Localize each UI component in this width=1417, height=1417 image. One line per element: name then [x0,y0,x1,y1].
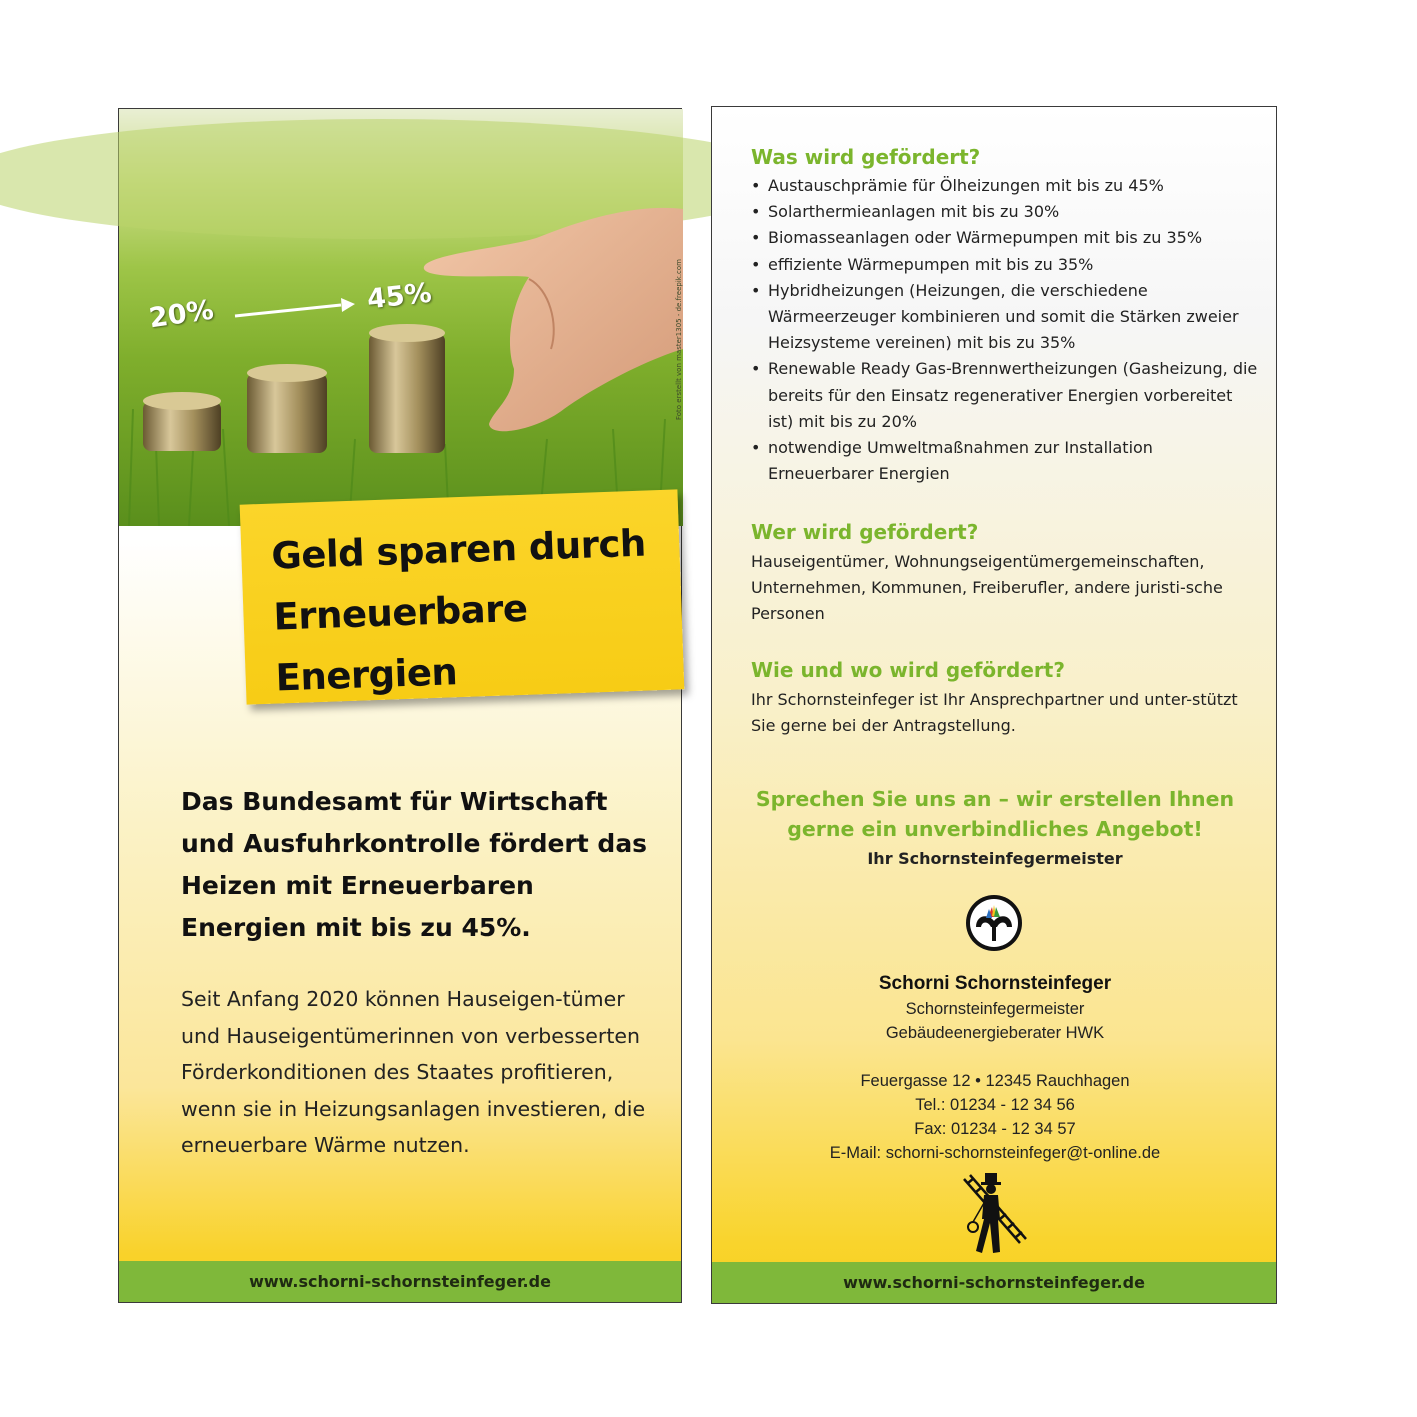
headline-line-1: Geld sparen durch [270,521,647,578]
lead-paragraph: Das Bundesamt für Wirtschaft und Ausfuhrkontrolle fördert das Heizen mit Erneuerbaren Energien mit bis zu 45%. [181,787,648,942]
website-link[interactable]: www.schorni-schornsteinfeger.de [712,1262,1276,1303]
photo-credit: Foto erstellt von master1305 - de.freepik.com [675,259,683,421]
what-title: Was wird gefördert? [751,145,981,169]
company-tel: Tel.: 01234 - 12 34 56 [915,1096,1075,1114]
body-paragraph: Seit Anfang 2020 können Hauseigen-tümer und Hauseigentümerinnen von verbesserten Förderkonditionen des Staates profitieren, wenn sie in Heizungsanlagen investieren, die erneuerbare Wärme nutzen. [181,987,646,1157]
flyer-back-panel [711,106,1277,1304]
headline [270,511,684,708]
website-link[interactable]: www.schorni-schornsteinfeger.de [119,1261,681,1302]
who-title: Wer wird gefördert? [751,520,979,544]
cta-line-2: gerne ein unverbindliches Angebot! [787,817,1203,841]
list-item: • Hybridheizungen (Heizungen, die verschiedene Wärmeerzeuger kombinieren und somit die Stärken zweier Heizsysteme vereinen) mit bis zu 35% [751,278,1261,357]
list-item: • effiziente Wärmepumpen mit bis zu 35% [751,252,1261,278]
list-item: • notwendige Umweltmaßnahmen zur Installation Erneuerbarer Energien [751,435,1261,487]
company-title-2: Gebäudeenergieberater HWK [885,1024,1105,1042]
who-text: Hauseigentümer, Wohnungseigentümergemeinschaften, Unternehmen, Kommunen, Freiberufler, andere juristi-sche Personen [751,552,1223,623]
call-to-action [712,784,1278,844]
cta-line-1: Sprechen Sie uns an – wir erstellen Ihnen [755,787,1235,811]
how-title: Wie und wo wird gefördert? [751,658,1065,682]
to-percent-label: 45% [365,277,434,316]
headline-box [240,489,685,704]
list-item: • Solarthermieanlagen mit bis zu 30% [751,199,1261,225]
how-text: Ihr Schornsteinfeger ist Ihr Ansprechpartner und unter-stützt Sie gerne bei der Antragstellung. [751,690,1238,735]
list-item: • Renewable Ready Gas-Brennwertheizungen (Gasheizung, die bereits für den Einsatz regenerativer Energien vorbereitet ist) mit bis zu 20% [751,356,1261,435]
flyer-front-panel [118,108,682,1303]
company-fax: Fax: 01234 - 12 34 57 [914,1120,1076,1138]
list-item: • Biomasseanlagen oder Wärmepumpen mit bis zu 35% [751,225,1261,251]
from-percent-label: 20% [147,294,216,335]
chimney-sweep-figure-icon [960,1173,1030,1255]
company-email[interactable]: E-Mail: schorni-schornsteinfeger@t-online.de [829,1144,1161,1162]
coin-stack-large [369,333,445,453]
signature: Ihr Schornsteinfegermeister [867,849,1123,868]
company-address: Feuergasse 12 • 12345 Rauchhagen [860,1072,1130,1090]
headline-line-2: Erneuerbare [272,586,529,639]
funding-list [751,173,1261,487]
company-block [712,971,1278,1165]
list-item: • Austauschprämie für Ölheizungen mit bis zu 45% [751,173,1261,199]
company-title-1: Schornsteinfegermeister [905,1000,1085,1018]
company-name: Schorni Schornsteinfeger [878,973,1112,994]
coins-on-grass-photo [119,109,683,526]
chimney-sweep-guild-emblem-icon [964,893,1024,953]
coin-stack-medium [247,373,327,453]
headline-line-3: Energien [274,650,458,700]
